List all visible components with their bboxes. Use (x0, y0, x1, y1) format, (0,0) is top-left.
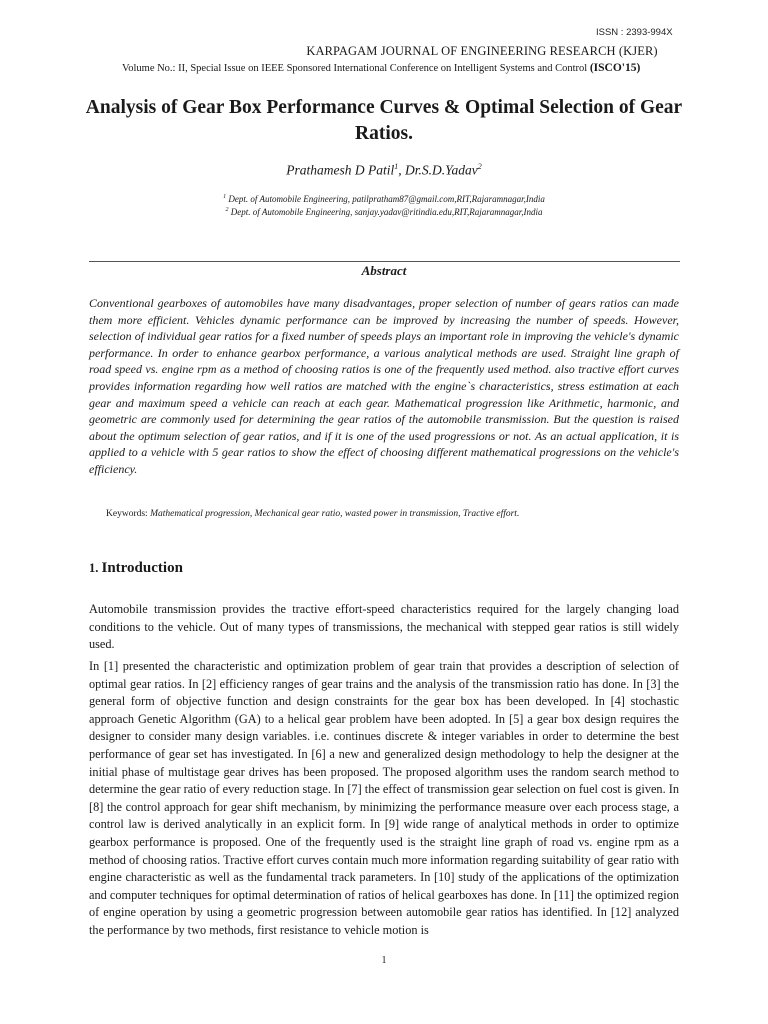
affiliation-2 (0, 207, 768, 217)
author-2: Dr.S.D.Yadav (405, 162, 478, 178)
paper-title: Analysis of Gear Box Performance Curves & Optimal Selection of Gear Ratios. (85, 97, 683, 144)
volume-line (122, 62, 640, 74)
abstract-heading: Abstract (361, 263, 407, 278)
issn-label: ISSN : 2393-994X (596, 27, 673, 38)
section-title: Introduction (101, 560, 183, 576)
page-number: 1 (381, 955, 387, 966)
journal-name: KARPAGAM JOURNAL OF ENGINEERING RESEARCH (KJER) (306, 44, 658, 58)
keywords-values: Mathematical progression, Mechanical gear ratio, wasted power in transmission, Tractive effort. (150, 509, 520, 519)
abstract-body: Conventional gearboxes of automobiles have many disadvantages, proper selection of number of gears ratios can made them more efficient. Vehicles dynamic performance can be improved by increasing the number of speeds. However, selection of individual gear ratios for a fixed number of speeds plays an important role in improving the vehicle's dynamic performance. In order to enhance gearbox performance, a various analytical methods are used. Straight line graph of road speed vs. engine rpm as a method of choosing ratios is one of the frequently used method. also tractive effort curves provides information regarding how well ratios are matched with the engine`s characteristics, stress estimation at each gear and maximum speed a vehicle can reach at each gear. Mathematical progression like Arithmetic, harmonic, and geometric are commonly used for determining the gear ratios of the automobile transmission. But the question is raised about the optimum selection of gear ratios, and if it is one of the used progressions or not. As an actual application, it is applied to a vehicle with 5 gear ratios to show the effect of choosing different mathematical progressions on the vehicle's efficiency. (89, 296, 679, 476)
abstract-divider (89, 261, 680, 262)
affiliation-2-sup: 2 (225, 207, 229, 213)
keywords (106, 509, 519, 519)
affiliation-1-sup: 1 (223, 194, 227, 200)
intro-paragraph-1: Automobile transmission provides the tractive effort-speed characteristics required for the largely changing load conditions to the vehicle. Out of many types of transmissions, the mechanical with stepped gear ratios is still widely used. (89, 602, 679, 652)
intro-paragraph-2: In [1] presented the characteristic and optimization problem of gear train that provides a description of selection of optimal gear ratios. In [2] efficiency ranges of gear trains and the analysis of the transmission ratio has done. In [3] the general form of objective function and design constraints for the gear box has been developed. In [4] stochastic approach Genetic Algorithm (GA) to a helical gear problem have been adopted. In [5] a gear box design requires the designer to consider many design variables. i.e. continues discrete & integer variables in order to determine the best performance of gear set has investigated. In [6] a new and generalized design methodology to help the designer at the initial phase of multistage gear drives has been proposed. The proposed algorithm uses the random search method to determine the gear ratio of every reduction stage. In [7] the effect of transmission gear selection on fuel cost is given. In [8] the control approach for gear shift mechanism, by minimizing the performance measure over each process stage, a control law is derived analytically in an explicit form. In [9] wide range of analytical methods in order to optimize gearbox performance is proposed. One of the frequently used is the straight line graph of road vs. engine rpm as a method of choosing ratios. Tractive effort curves contain much more information regarding suitability of gear ratio with engine characteristic as well as the fundamental track parameters. In [10] study of the applications of the optimization and computer techniques for optimal determination of ratios of helical gearboxes has done. In [11] the optimized region of engine operation by using a geometric progression between automobile gear ratios has identified. In [12] analyzed the performance by two methods, first resistance to vehicle motion is (89, 659, 679, 937)
author-1: Prathamesh D Patil (286, 162, 395, 178)
section-number: 1. (89, 561, 102, 575)
author-2-sup: 2 (477, 162, 482, 171)
author-line (0, 162, 768, 179)
introduction-heading (89, 560, 183, 577)
affiliation-1-text: Dept. of Automobile Engineering, patilpratham87@gmail.com,RIT,Rajaramnagar,India (228, 194, 545, 204)
author-separator: , (398, 162, 406, 178)
volume-text: Volume No.: II, Special Issue on IEEE Sponsored International Conference on Intelligent Systems and Control (122, 63, 588, 74)
affiliation-2-text: Dept. of Automobile Engineering, sanjay.yadav@ritindia.edu,RIT,Rajaramnagar,India (230, 207, 543, 217)
affiliation-1 (0, 194, 768, 204)
author-1-sup: 1 (394, 162, 399, 171)
conference-abbr: (ISCO'15) (589, 62, 641, 74)
keywords-label: Keywords: (106, 509, 151, 519)
